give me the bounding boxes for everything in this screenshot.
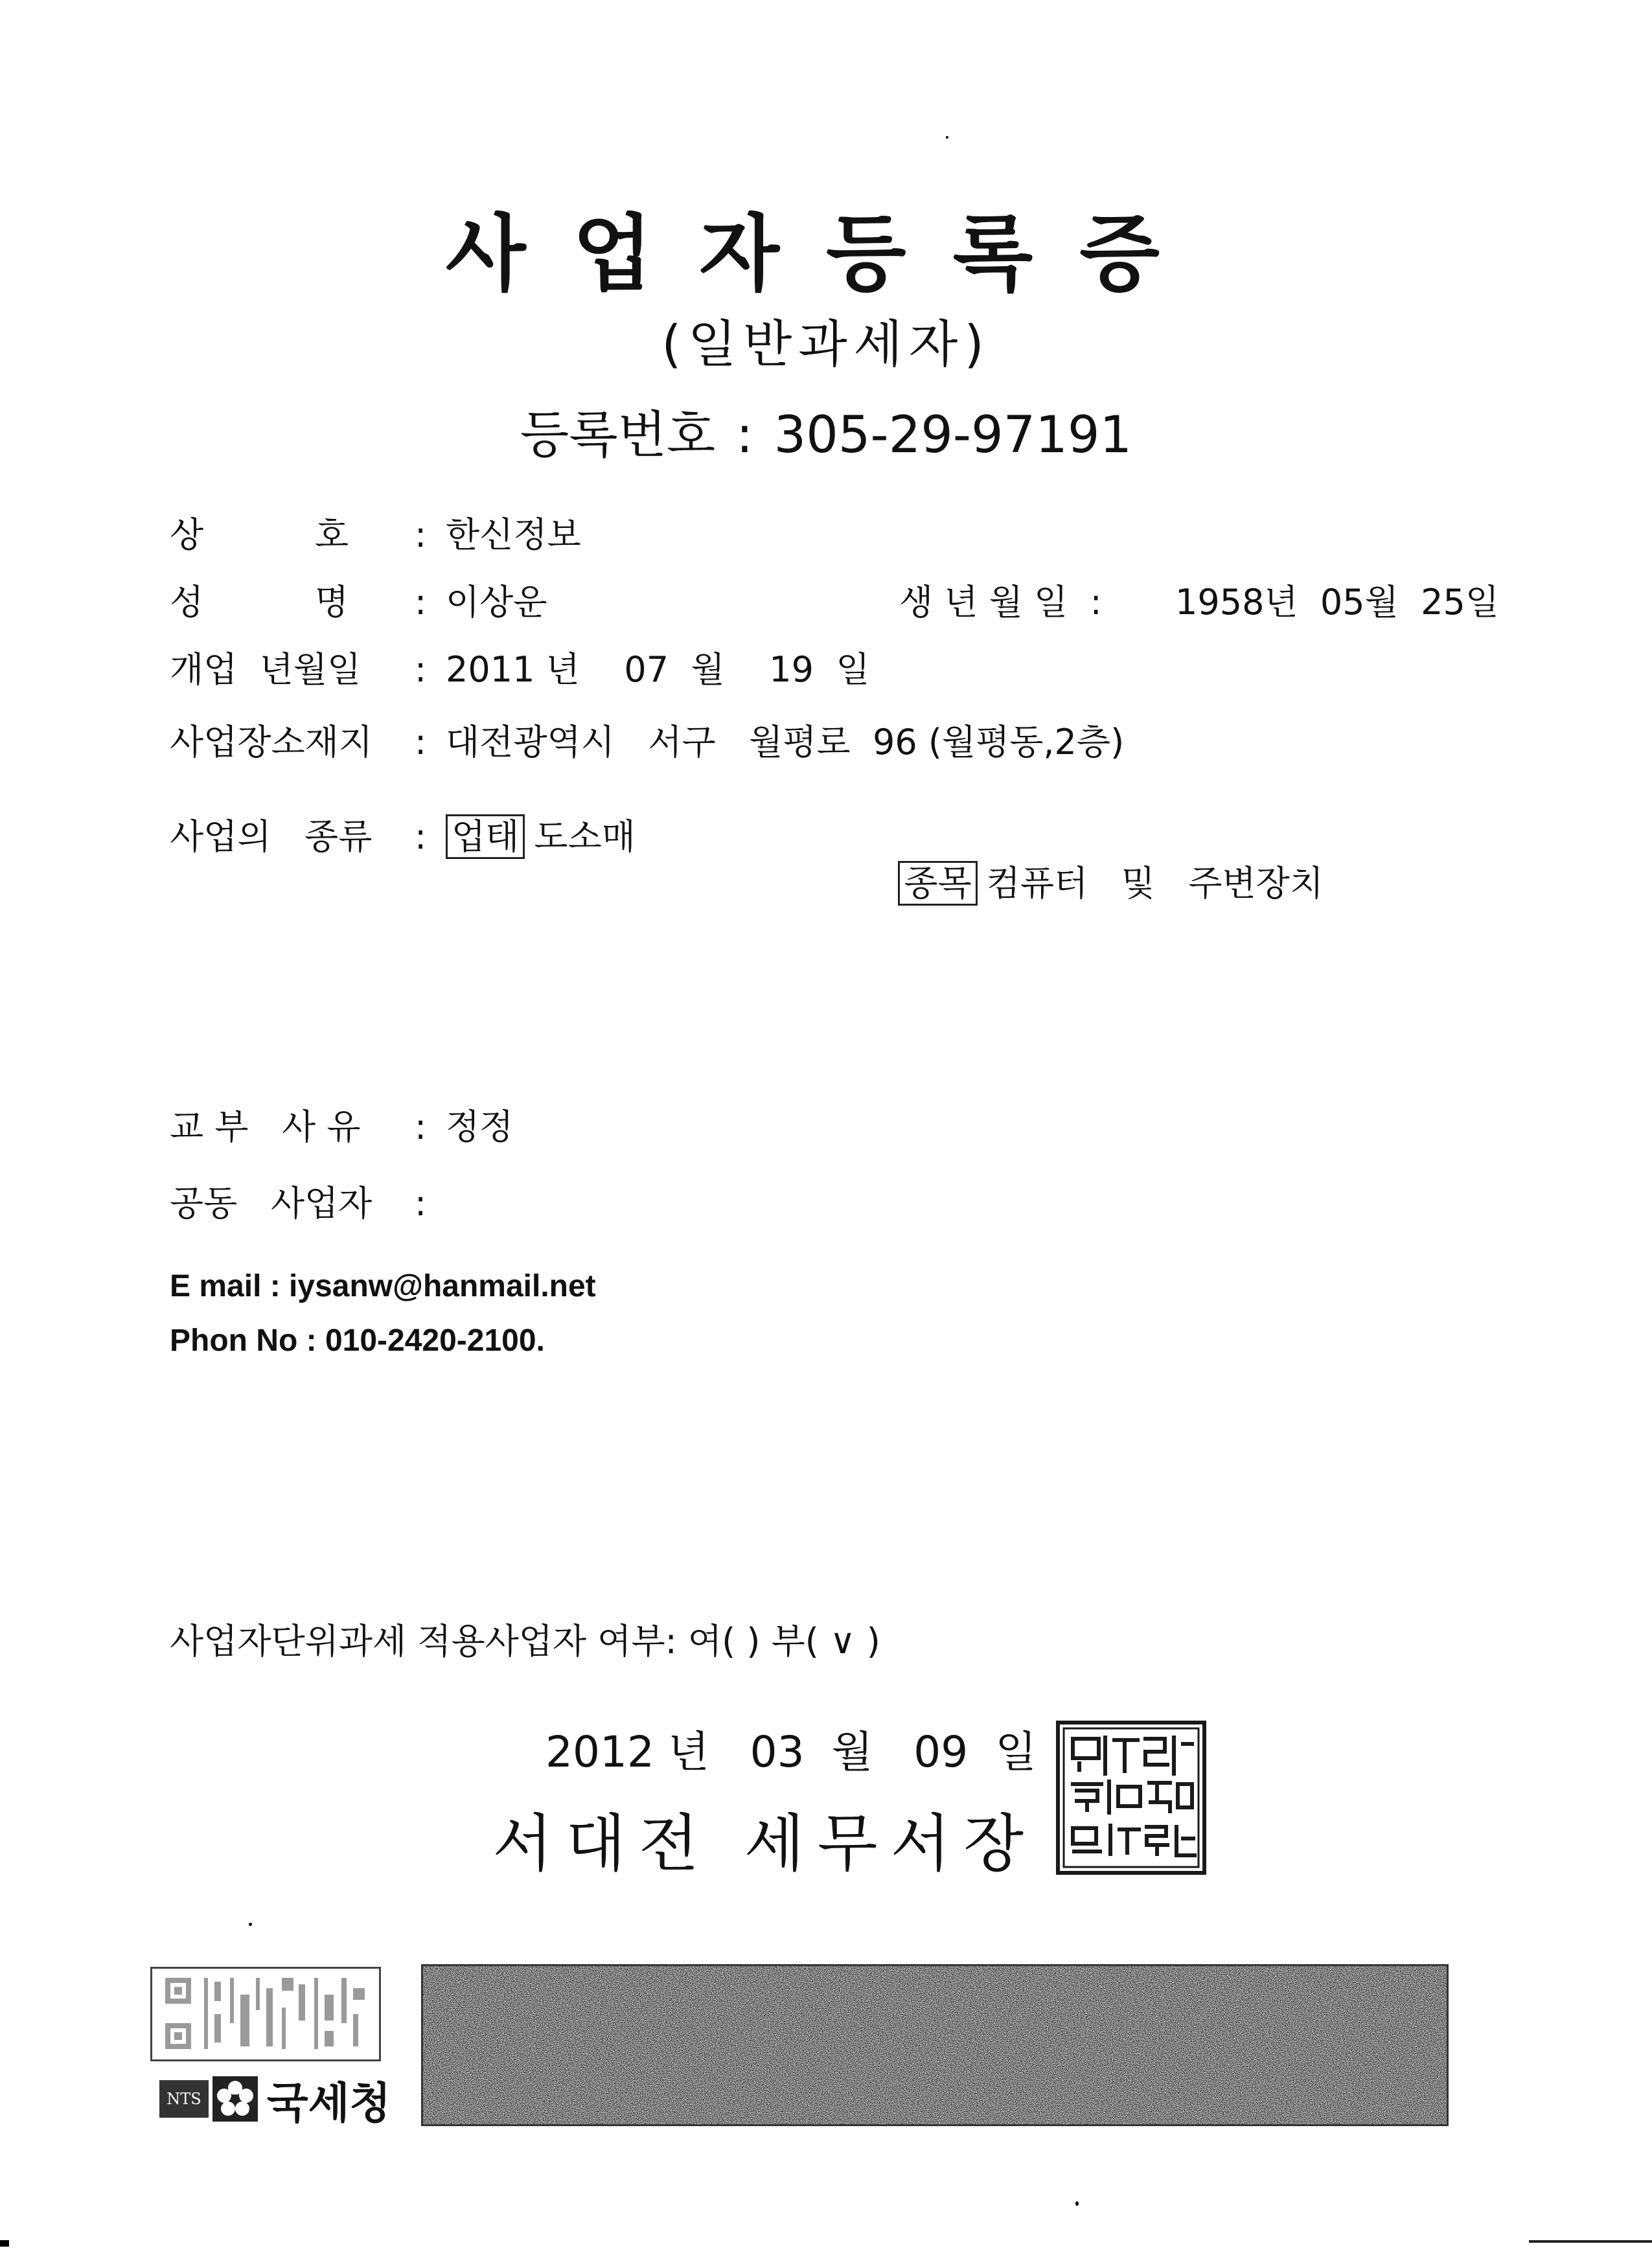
scan-speck: [946, 136, 948, 139]
official-seal: [1056, 1721, 1206, 1875]
opening-date-label: 개업 년월일: [170, 649, 361, 690]
seal-glyphs: [1060, 1724, 1202, 1871]
issue-reason-colon: :: [415, 1106, 427, 1147]
registration-number: 305-29-97191: [774, 406, 1132, 464]
mugunghwa-icon: [212, 2076, 258, 2122]
scan-speck: [249, 1923, 252, 1926]
joint-owner-label: 공동 사업자: [170, 1183, 373, 1224]
field-issue-reason: [170, 1104, 513, 1151]
agency-name: 국세청: [267, 2078, 391, 2128]
qr-code: [150, 1967, 381, 2061]
field-business-type: [170, 814, 636, 860]
scan-speck: [0, 2240, 9, 2247]
issuing-office: 서대전 세무서장: [492, 1807, 1037, 1880]
business-type-colon: :: [415, 816, 427, 857]
document-title: 사업자등록증: [446, 206, 1206, 303]
document-subtitle: (일반과세자): [661, 315, 991, 374]
business-type-label: 사업의 종류: [170, 816, 373, 857]
trade-name-colon: :: [415, 514, 427, 555]
barcode-noise: [423, 1966, 1447, 2124]
location-label: 사업장소재지: [170, 722, 373, 762]
nts-abbr: NTS: [159, 2080, 209, 2118]
location-colon: :: [415, 722, 427, 762]
location-value: 대전광역시 서구 월평로 96 (월평동,2층): [446, 722, 1125, 762]
issue-date: 2012 년 03 월 09 일: [545, 1727, 1037, 1777]
item-value: 컴퓨터 및 주변장치: [986, 863, 1324, 904]
registration-number-line: [0, 403, 1652, 468]
registration-colon: :: [736, 406, 753, 464]
category-tag: 업태: [446, 814, 525, 859]
security-barcode: [421, 1964, 1449, 2126]
trade-name-value: 한신정보: [446, 514, 581, 555]
field-trade-name: [170, 512, 581, 558]
name-colon: :: [415, 582, 427, 623]
trade-name-label: 상 호: [170, 514, 349, 555]
agency-logo: [159, 2073, 391, 2128]
issue-reason-value: 정정: [446, 1106, 514, 1147]
opening-date-colon: :: [415, 649, 427, 690]
item-group: [876, 814, 1324, 907]
registration-label: 등록번호: [520, 406, 716, 464]
issue-reason-label: 교 부 사 유: [170, 1106, 361, 1147]
scan-artifact-line: [1529, 2240, 1652, 2243]
email-line: E mail : iysanw@hanmail.net: [170, 1269, 596, 1303]
unit-taxation-line: 사업자단위과세 적용사업자 여부: 여( ) 부( ∨ ): [170, 1621, 880, 1662]
category-value: 도소매: [534, 816, 636, 857]
item-tag: 종목: [898, 861, 977, 906]
birth-value: 1958년 05월 25일: [1175, 582, 1500, 623]
name-label: 성 명: [170, 582, 349, 623]
field-location: [170, 719, 1124, 766]
field-name: [170, 579, 547, 626]
field-opening-date: [170, 647, 870, 693]
scan-speck: [1075, 2201, 1079, 2206]
phone-line: Phon No : 010-2420-2100.: [170, 1323, 545, 1358]
joint-owner-colon: :: [415, 1183, 427, 1224]
qr-pattern: [152, 1969, 379, 2059]
opening-date-value: 2011 년 07 월 19 일: [446, 649, 870, 690]
name-value: 이상운: [446, 582, 547, 623]
field-joint-owner: [170, 1180, 446, 1227]
birth-label: 생 년 월 일 :: [899, 582, 1102, 623]
